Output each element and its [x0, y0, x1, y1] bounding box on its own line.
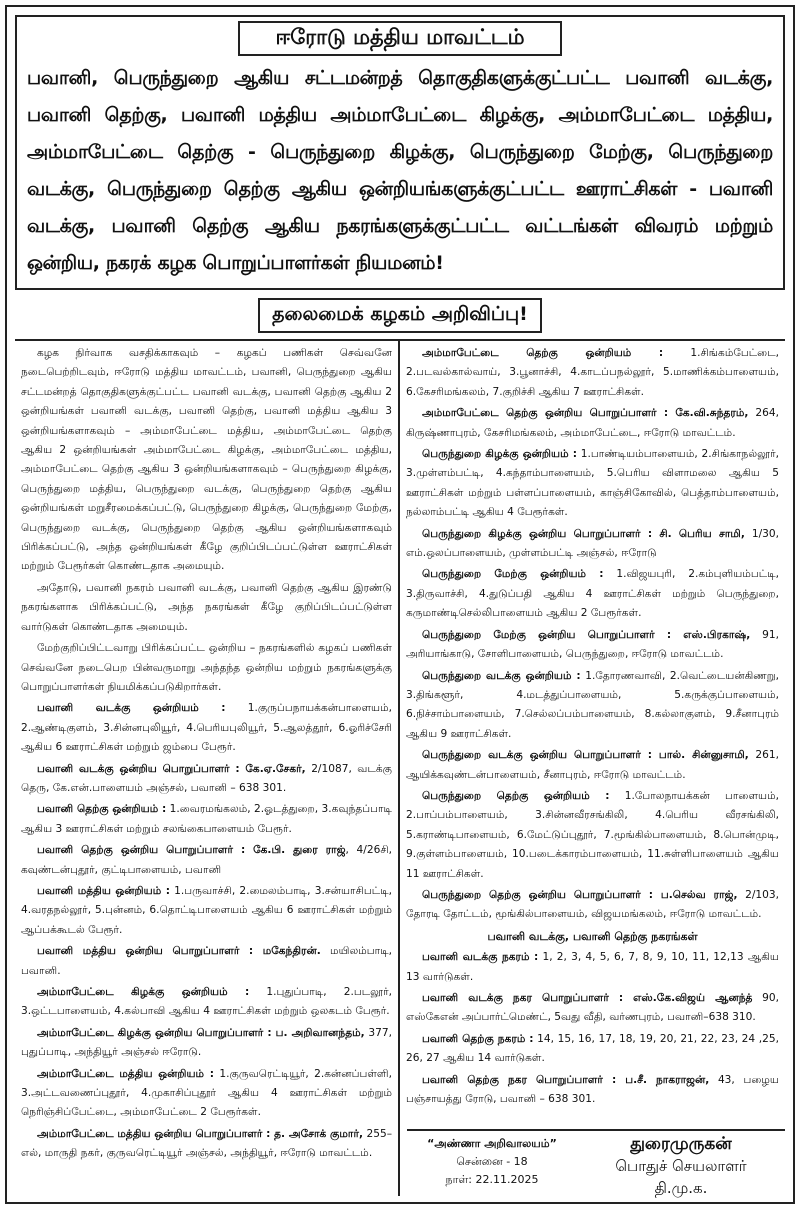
paragraph: [406, 886, 779, 925]
entry-text: 264, கிருஷ்ணாபுரம், கேசரிமங்கலம், அம்மாபேட்டை, ஈரோடு மாவட்டம்.: [406, 407, 779, 439]
paragraph: [21, 699, 392, 757]
notice-page: [5, 5, 795, 1204]
office-city: சென்னை - 18: [456, 1155, 528, 1168]
entry-text: மயிலம்பாடி, பவானி.: [21, 945, 392, 977]
headline: பவானி, பெருந்துறை ஆகிய சட்டமன்றத் தொகுதிகளுக்குட்பட்ட பவானி வடக்கு, பவானி தெற்கு, பவானி மத்திய அம்மாபேட்டை கிழக்கு, அம்மாபேட்டை மத்திய, அம்மாபேட்டை தெற்கு - பெருந்துறை கிழக்கு, பெருந்துறை மேற்கு, பெருந்துறை வடக்கு, பெருந்துறை தெற்கு ஆகிய ஒன்றியங்களுக்குட்பட்ட ஊராட்சிகள் - பவானி வடக்கு, பவானி தெற்கு ஆகிய நகரங்களுக்குட்பட்ட வட்டங்கள் விவரம் மற்றும் ஒன்றிய, நகரக் கழக பொறுப்பாளர்கள் நியமனம்!: [27, 67, 773, 274]
paragraph: [406, 948, 779, 987]
entry-heading: பெருந்துறை மேற்கு ஒன்றியம் :: [422, 568, 604, 581]
paragraph: [21, 639, 392, 697]
right-column: [400, 341, 785, 1196]
entry-heading: பெருந்துறை கிழக்கு ஒன்றியம் :: [422, 448, 577, 461]
left-column: [15, 341, 400, 1196]
entry-text: 1.சிங்கம்பேட்டை, 2.படவல்கால்வாய், 3.பூனாச்சி, 4.காடப்பநல்லூர், 5.மாணிக்கம்பாளையம், 6.கேசரிமங்கலம், 7.குறிச்சி ஆகிய 7 ஊராட்சிகள்.: [406, 347, 780, 398]
paragraph: [21, 1065, 392, 1123]
paragraph: [406, 1030, 779, 1069]
paragraph: [406, 787, 779, 884]
entry-text: அதோடு, பவானி நகரம் பவானி வடக்கு, பவானி தெற்கு ஆகிய இரண்டு நகரங்களாக பிரிக்கப்பட்டு, அந்த நகரங்கள் கீழே குறிப்பிடப்பட்டுள்ள வார்டுகள் கொண்டதாக அமையும்.: [21, 581, 392, 633]
body-columns: [15, 339, 785, 1196]
entry-text: 1.குருவரெட்டியூர், 2.கன்னப்பள்ளி, 3.அட்டவணைப்புதூர், 4.முகாசிப்புதூர் ஆகிய 4 ஊராட்சிகள் மற்றும் நெரிஞ்சிப்பேட்டை, அம்மாபேட்டை 2 பேரூர்கள்.: [21, 1067, 392, 1119]
office-name: “அண்ணா அறிவாலயம்”: [427, 1137, 557, 1150]
footer: [407, 1129, 785, 1201]
district-title: ஈரோடு மத்திய மாவட்டம்: [238, 21, 562, 56]
notice-date: நாள்: 22.11.2025: [445, 1173, 539, 1186]
entry-heading: அம்மாபேட்டை கிழக்கு ஒன்றிய பொறுப்பாளர் : ப. அறிவானந்தம்,: [37, 1026, 365, 1039]
entry-heading: அம்மாபேட்டை தெற்கு ஒன்றியம் :: [422, 347, 664, 359]
entry-heading: பவானி மத்திய ஒன்றிய பொறுப்பாளர் : மகேந்திரன்.: [37, 945, 321, 958]
paragraph: [406, 404, 779, 443]
header-box: [15, 15, 785, 290]
entry-heading: பவானி வடக்கு நகர பொறுப்பாளர் : எஸ்.கே.விஜய் ஆனந்த்: [422, 992, 753, 1004]
party-name: தி.மு.க.: [654, 1179, 708, 1197]
entry-heading: பவானி தெற்கு நகர பொறுப்பாளர் : ப.சீ. நாகராஜன்,: [422, 1073, 710, 1086]
entry-heading: பவானி வடக்கு நகரம் :: [422, 951, 539, 964]
paragraph: [21, 1125, 392, 1164]
entry-text: 2/103, தோரடி தோட்டம், மூங்கில்பாளையம், விஜயமங்கலம், ஈரோடு மாவட்டம்.: [406, 888, 779, 921]
paragraph: [21, 344, 392, 577]
entry-text: 261, ஆயிக்கவுண்டன்பாளையம், சீனாபுரம், ஈரோடு மாவட்டம்.: [406, 749, 779, 781]
entry-heading: பெருந்துறை மேற்கு ஒன்றிய பொறுப்பாளர் : எஸ்.பிரகாஷ்,: [422, 628, 751, 641]
entry-heading: அம்மாபேட்டை தெற்கு ஒன்றிய பொறுப்பாளர் : கே.வி.சுந்தரம்,: [422, 407, 749, 420]
paragraph: [406, 445, 779, 523]
entry-text: 1.பருவாச்சி, 2.மைலம்பாடி, 3.சன்யாசிபட்டி, 4.வரதநல்லூர், 5.புன்னம், 6.தொட்டிபாளையம் ஆகிய 6 ஊராட்சிகள் மற்றும் ஆப்பக்கூடல் பேரூர்.: [21, 884, 392, 936]
entry-text: கழக நிர்வாக வசதிக்காகவும் – கழகப் பணிகள் செவ்வனே நடைபெற்றிடவும், ஈரோடு மத்திய மாவட்டம், பவானி, பெருந்துறை ஆகிய சட்டமன்றத் தொகுதிகளுக்குட்பட்ட பவானி வடக்கு, பவானி தெற்கு ஆகிய 2 ஒன்றியங்கள் பவானி வடக்கு, பவானி தெற்கு, பவானி மத்திய ஆகிய 3 ஒன்றியங்களாகவும் – அம்மாபேட்டை மத்திய, அம்மாபேட்டை தெற்கு ஆகிய 2 ஒன்றியங்கள் அம்மாபேட்டை கிழக்கு, அம்மாபேட்டை மத்திய, அம்மாபேட்டை தெற்கு ஆகிய 3 ஒன்றியங்களாகவும் – பெருந்துறை கிழக்கு, பெருந்துறை மத்திய, பெருந்துறை வடக்கு, பெருந்துறை தெற்கு ஆகிய ஒன்றியங்கள் மறுசீரமைக்கப்பட்டு, பெருந்துறை கிழக்கு, பெருந்துறை மேற்கு, பெருந்துறை வடக்கு, பெருந்துறை தெற்கு ஆகிய ஒன்றியங்களாகவும் பிரிக்கப்பட்டு, அந்த ஒன்றியங்கள் கீழே குறிப்பிடப்பட்டுள்ள ஊராட்சிகள் மற்றும் பேரூர்கள் கொண்டதாக அமையும்.: [21, 347, 392, 573]
entry-text: 1/30, எம்.ஒலப்பாளையம், முள்ளம்பட்டி அஞ்சல், ஈரோடு: [406, 527, 779, 560]
entry-heading: பவானி வடக்கு ஒன்றியம் :: [37, 702, 226, 715]
paragraph: [406, 626, 779, 665]
entry-heading: பவானி வடக்கு ஒன்றிய பொறுப்பாளர் : கே.ஏ.சேகர்,: [37, 762, 306, 775]
paragraph: [406, 746, 779, 785]
office-block: [407, 1131, 577, 1201]
entry-text: 91, அரியாங்காடு, சோளிபாளையம், பெருந்துறை, ஈரோடு மாவட்டம்.: [406, 628, 779, 661]
entry-heading: பெருந்துறை தெற்கு ஒன்றியம் :: [422, 789, 610, 802]
paragraph: [406, 525, 779, 564]
paragraph: [406, 344, 779, 402]
signatory-block: [577, 1131, 785, 1201]
entry-text: 2/1087, வடக்கு தெரு, கே.என்.பாளையம் அஞ்சல், பவானி – 638 301.: [21, 762, 392, 794]
paragraph: [406, 989, 779, 1028]
paragraph: [21, 579, 392, 637]
signatory-name: துரைமுருகன்: [630, 1134, 732, 1154]
paragraph: [21, 1024, 392, 1063]
entry-heading: அம்மாபேட்டை மத்திய ஒன்றியம் :: [37, 1067, 215, 1080]
paragraph: [21, 760, 392, 799]
paragraph: [21, 800, 392, 839]
section-heading: பவானி வடக்கு, பவானி தெற்கு நகரங்கள்: [487, 929, 698, 943]
entry-text: 1.தோரணவாவி, 2.வெட்டையன்கிணறு, 3.திங்களூர், 4.மடத்துப்பாளையம், 5.கருக்குப்பாளையம், 6.நிச்சாம்பாளையம், 7.செல்லப்பம்பாளையம், 8.கல்லாகுளம், 9.சீனாபுரம் ஆகிய 9 ஊராட்சிகள்.: [406, 669, 779, 740]
paragraph: [21, 942, 392, 981]
entry-text: 1.வைரமங்கலம், 2.ஓடத்துறை, 3.கவுந்தப்பாடி ஆகிய 3 ஊராட்சிகள் மற்றும் சலங்கைபாளையம் பேரூர்.: [21, 803, 392, 835]
notice-title: தலைமைக் கழகம் அறிவிப்பு!: [258, 298, 542, 333]
entry-heading: பெருந்துறை தெற்கு ஒன்றிய பொறுப்பாளர் : ப.செல்வ ராஜ்,: [422, 888, 738, 901]
entry-text: 1.விஜயபுரி, 2.கம்புளியம்பட்டி, 3.திருவாச்சி, 4.துடுப்பதி ஆகிய 4 ஊராட்சிகள் மற்றும் பெருந்துறை, கருமாண்டிசெல்லிபாளையம் ஆகிய 2 பேரூர்கள்.: [406, 568, 779, 620]
entry-text: 14, 15, 16, 17, 18, 19, 20, 21, 22, 23, 24 ,25, 26, 27 ஆகிய 14 வார்டுகள்.: [406, 1032, 779, 1065]
entry-heading: பவானி தெற்கு ஒன்றிய பொறுப்பாளர் : கே.பி. துரை ராஜ்: [37, 844, 346, 857]
entry-text: மேற்குறிப்பிட்டவாறு பிரிக்கப்பட்ட ஒன்றிய – நகரங்களில் கழகப் பணிகள் செவ்வனே நடைபெற பின்வருமாறு அந்தந்த ஒன்றிய மற்றும் நகரங்களுக்கு பொறுப்பாளர்கள் நியமிக்கப்படுகிறார்கள்.: [21, 642, 392, 693]
entry-text: 1.பாண்டியம்பாளையம், 2.சிங்காநல்லூர், 3.முள்ளம்பட்டி, 4.கந்தாம்பாளையம், 5.பெரிய விளாமலை ஆகிய 5 ஊராட்சிகள் மற்றும் பள்ளப்பாளையம், காஞ்சிகோவில், பெத்தாம்பாளையம், நல்லாம்பட்டி ஆகிய 4 பேரூர்கள்.: [406, 448, 779, 519]
entry-heading: அம்மாபேட்டை கிழக்கு ஒன்றியம் :: [37, 986, 250, 998]
paragraph: [406, 667, 779, 745]
entry-heading: பெருந்துறை வடக்கு ஒன்றிய பொறுப்பாளர் : பால். சின்னுசாமி,: [422, 749, 749, 762]
entry-text: 90, எஸ்கேஎன் அப்பார்ட்மெண்ட், 5வது வீதி, வர்ணபுரம், பவானி–638 310.: [406, 992, 779, 1024]
entry-heading: பவானி தெற்கு ஒன்றியம் :: [37, 803, 167, 816]
entry-text: 1, 2, 3, 4, 5, 6, 7, 8, 9, 10, 11, 12,13 ஆகிய 13 வார்டுகள்.: [406, 951, 779, 983]
entry-heading: பெருந்துறை வடக்கு ஒன்றியம் :: [422, 669, 581, 682]
entry-text: 377, புதுப்பாடி, அந்தியூர் அஞ்சல் ஈரோடு.: [21, 1026, 392, 1059]
entry-text: , 4/26சி, கவுண்டன்புதூர், குட்டிபாளையம், பவானி: [21, 844, 392, 876]
signatory-role: பொதுச் செயலாளர்: [615, 1157, 747, 1175]
entry-heading: பெருந்துறை கிழக்கு ஒன்றிய பொறுப்பாளர் : சி. பெரிய சாமி,: [422, 527, 745, 540]
paragraph: [21, 882, 392, 940]
paragraph: [406, 1071, 779, 1110]
entry-heading: பவானி மத்திய ஒன்றியம் :: [37, 884, 170, 897]
entry-heading: பவானி தெற்கு நகரம் :: [422, 1032, 534, 1045]
paragraph: [406, 565, 779, 623]
entry-text: 1.புதுப்பாடி, 2.படலூர், 3.ஒட்டபாளையம், 4.கல்பாவி ஆகிய 4 ஊராட்சிகள் மற்றும் ஒலகடம் பேரூர்.: [21, 986, 392, 1018]
entry-text: 43, பழைய பஞ்சாயத்து ரோடு, பவானி – 638 301.: [406, 1073, 779, 1106]
entry-text: 1.போலநாயக்கன் பாளையம், 2.பாப்பம்பாளையம், 3.சின்னவீரசங்கிலி, 4.பெரிய வீரசங்கிலி, 5.கராண்டிபாளையம், 6.மேட்டுப்புதூர், 7.மூங்கில்பாளையம், 8.பொன்முடி, 9.குள்ளம்பாளையம், 10.படைக்காரம்பாளையம், 11.சுள்ளிபாளையம் ஆகிய 11 ஊராட்சிகள்.: [406, 789, 779, 880]
entry-text: 1.குருப்பநாயக்கன்பாளையம், 2.ஆண்டிகுளம், 3.சின்னபுலியூர், 4.பெரியபுலியூர், 5.ஆலத்தூர், 6.ஓரிச்சேரி ஆகிய 6 ஊராட்சிகள் மற்றும் ஜம்பை பேரூர்.: [21, 702, 392, 754]
entry-heading: அம்மாபேட்டை மத்திய ஒன்றிய பொறுப்பாளர் : த. அசோக் குமார்,: [37, 1127, 364, 1140]
entry-text: 255–எல், மாருதி நகர், குருவரெட்டியூர் அஞ்சல், அந்தியூர், ஈரோடு மாவட்டம்.: [21, 1127, 392, 1160]
paragraph: [21, 983, 392, 1022]
paragraph: [21, 841, 392, 880]
